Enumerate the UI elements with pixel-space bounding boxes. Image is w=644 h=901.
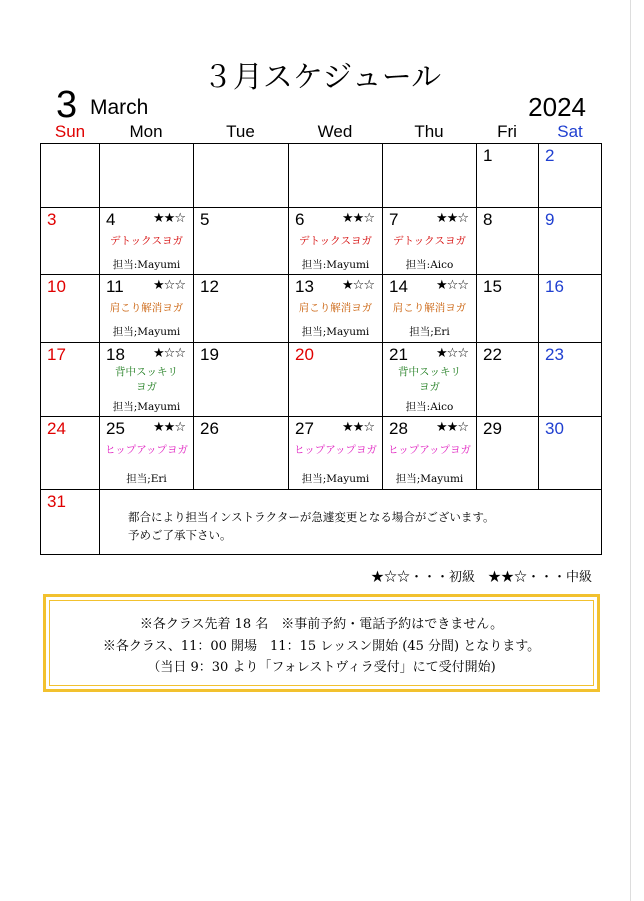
day-cell [383, 208, 477, 275]
weekday-wed: Wed [317, 122, 353, 141]
teacher-label: 担当;Mayumi [395, 473, 464, 485]
day-number: 23 [545, 345, 564, 364]
teacher-label: 担当;Mayumi [112, 326, 181, 338]
day-number: 22 [483, 345, 502, 364]
day-number: 13 [295, 277, 314, 296]
class-name: 肩こり解消ヨガ [392, 302, 467, 314]
day-number: 9 [545, 210, 555, 229]
class-name: ヒップアップヨガ [388, 444, 471, 456]
day-cell [41, 417, 100, 490]
day-cell [41, 144, 100, 208]
info-line-3: （当日 9：30 より「フォレストヴィラ受付」にて受付開始) [147, 660, 496, 675]
day-cell [383, 144, 477, 208]
day-cell [100, 208, 194, 275]
day-cell [289, 417, 383, 490]
day-cell [41, 208, 100, 275]
day-number: 31 [47, 492, 66, 511]
day-cell [383, 275, 477, 343]
class-name-line2: ヨガ [419, 381, 440, 393]
day-cell [41, 275, 100, 343]
day-number: 15 [483, 277, 502, 296]
day-cell [41, 490, 100, 555]
day-cell [194, 343, 289, 417]
day-number: 28 [389, 419, 408, 438]
level-stars: ★☆☆ [342, 278, 374, 293]
day-cell [289, 343, 383, 417]
day-number: 24 [47, 419, 66, 438]
weekday-sat: Sat [557, 122, 583, 141]
teacher-label: 担当;Eri [126, 473, 167, 485]
day-number: 6 [295, 210, 305, 229]
day-number: 20 [295, 345, 314, 364]
day-cell [289, 275, 383, 343]
day-cell [539, 208, 602, 275]
day-cell [194, 417, 289, 490]
day-cell [539, 144, 602, 208]
day-cell [41, 343, 100, 417]
notice-cell [100, 490, 602, 555]
day-number: 2 [545, 146, 555, 165]
level-stars: ★☆☆ [436, 346, 468, 361]
level-stars: ★★☆ [153, 420, 185, 435]
day-cell [100, 417, 194, 490]
day-number: 18 [106, 345, 125, 364]
day-cell [194, 275, 289, 343]
day-cell [289, 208, 383, 275]
weekday-tue: Tue [226, 122, 255, 141]
day-number: 30 [545, 419, 564, 438]
day-number: 7 [389, 210, 399, 229]
weekday-thu: Thu [414, 122, 444, 141]
info-box [43, 594, 600, 692]
day-number: 4 [106, 210, 116, 229]
class-name: ヒップアップヨガ [105, 444, 188, 456]
level-stars: ★★☆ [342, 420, 374, 435]
teacher-label: 担当:Aico [405, 259, 454, 271]
class-name: ヒップアップヨガ [294, 444, 377, 456]
day-number: 1 [483, 146, 493, 165]
teacher-label: 担当;Eri [409, 326, 450, 338]
page-edge [630, 0, 631, 901]
class-name: デトックスヨガ [392, 235, 467, 247]
month-name: March [90, 96, 149, 119]
level-legend: ★☆☆・・・初級 ★★☆・・・中級 [370, 570, 592, 585]
day-number: 21 [389, 345, 408, 364]
weekday-fri: Fri [497, 122, 517, 141]
class-name-line2: ヨガ [136, 381, 157, 393]
day-cell [539, 417, 602, 490]
teacher-label: 担当;Mayumi [112, 401, 181, 413]
info-line-2: ※各クラス、11：00 開場 11：15 レッスン開始 (45 分間) となります。 [102, 639, 541, 654]
level-stars: ★☆☆ [153, 278, 185, 293]
day-number: 5 [200, 210, 210, 229]
day-cell [100, 144, 194, 208]
day-cell [477, 343, 539, 417]
weekday-sun: Sun [54, 122, 86, 141]
teacher-label: 担当:Mayumi [301, 259, 370, 271]
day-number: 19 [200, 345, 219, 364]
day-number: 3 [47, 210, 57, 229]
day-number: 17 [47, 345, 66, 364]
class-name-line1: 背中スッキリ [398, 366, 461, 378]
day-cell [383, 417, 477, 490]
day-cell [477, 417, 539, 490]
day-number: 11 [106, 277, 124, 296]
teacher-label: 担当:Mayumi [112, 259, 181, 271]
level-stars: ★★☆ [342, 211, 374, 226]
day-cell [100, 343, 194, 417]
day-cell [194, 208, 289, 275]
month-number: 3 [56, 84, 78, 126]
page-title: ３月スケジュール [202, 60, 442, 95]
class-name: 肩こり解消ヨガ [298, 302, 373, 314]
teacher-label: 担当;Mayumi [301, 473, 370, 485]
weekday-mon: Mon [129, 122, 163, 141]
level-stars: ★★☆ [436, 211, 468, 226]
day-cell [289, 144, 383, 208]
level-stars: ★☆☆ [436, 278, 468, 293]
teacher-label: 担当;Mayumi [301, 326, 370, 338]
class-name-line1: 背中スッキリ [115, 366, 178, 378]
day-cell [100, 275, 194, 343]
level-stars: ★★☆ [436, 420, 468, 435]
day-number: 27 [295, 419, 314, 438]
level-stars: ★★☆ [153, 211, 185, 226]
day-number: 10 [47, 277, 66, 296]
day-number: 26 [200, 419, 219, 438]
day-cell [477, 144, 539, 208]
level-stars: ★☆☆ [153, 346, 185, 361]
day-cell [539, 343, 602, 417]
day-cell [383, 343, 477, 417]
class-name: デトックスヨガ [298, 235, 373, 247]
day-number: 16 [545, 277, 564, 296]
info-line-1: ※各クラス先着 18 名 ※事前予約・電話予約はできません。 [139, 617, 504, 632]
day-number: 14 [389, 277, 408, 296]
day-cell [477, 208, 539, 275]
day-number: 8 [483, 210, 493, 229]
day-cell [477, 275, 539, 343]
calendar-grid [40, 143, 602, 555]
class-name: デトックスヨガ [109, 235, 184, 247]
teacher-label: 担当:Aico [405, 401, 454, 413]
day-number: 12 [200, 277, 219, 296]
day-number: 29 [483, 419, 502, 438]
notice-line-2: 予めご了承下さい。 [128, 528, 232, 542]
day-number: 25 [106, 419, 125, 438]
day-cell [539, 275, 602, 343]
day-cell [194, 144, 289, 208]
notice-line-1: 都合により担当インストラクターが急遽変更となる場合がございます。 [128, 510, 495, 524]
notice-text [128, 508, 495, 544]
year-label: 2024 [528, 92, 586, 122]
class-name: 肩こり解消ヨガ [109, 302, 184, 314]
